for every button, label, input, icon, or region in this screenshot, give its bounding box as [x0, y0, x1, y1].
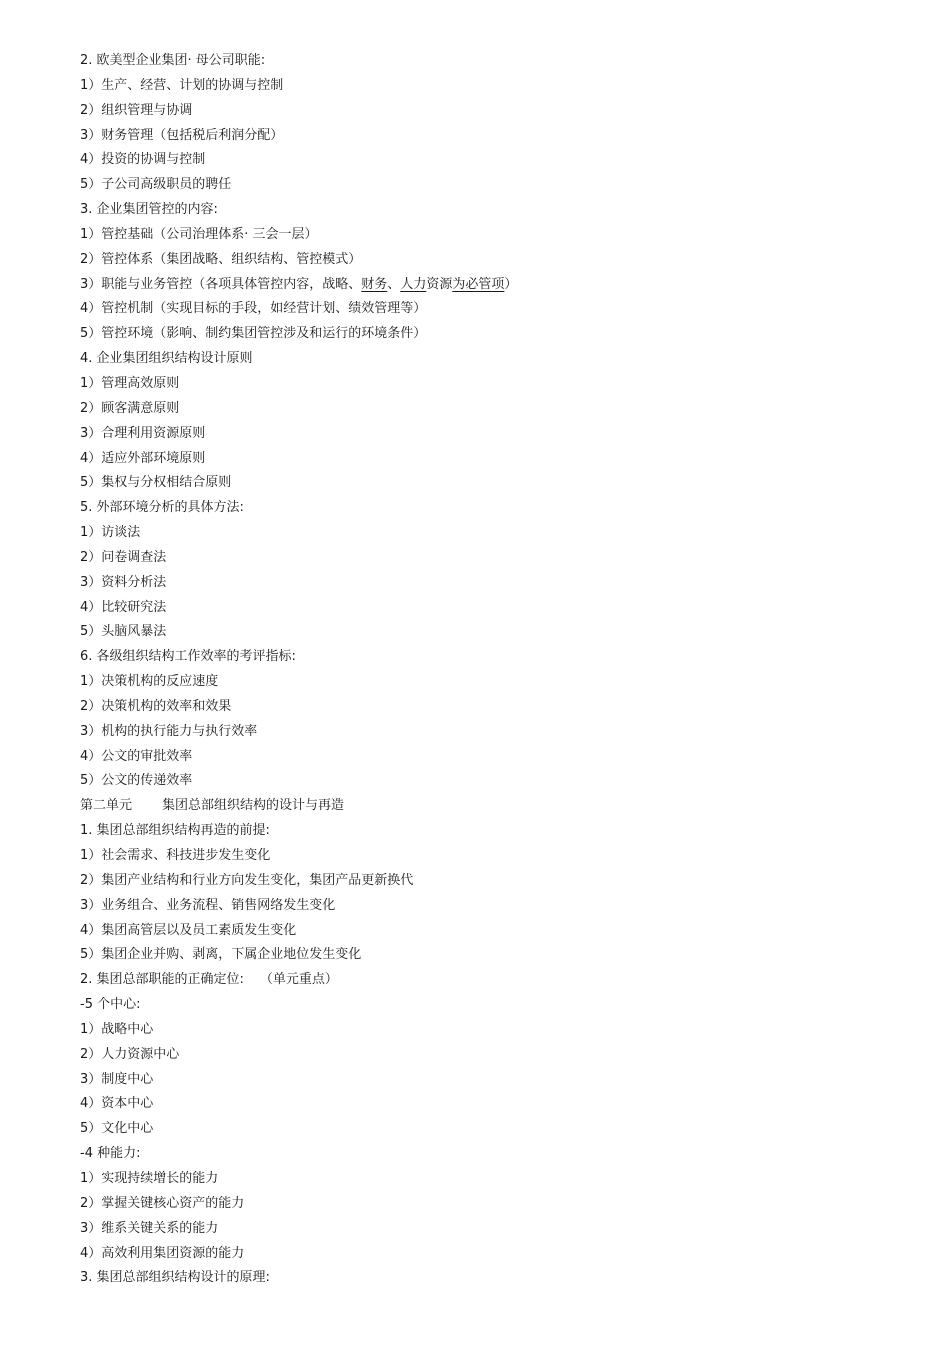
heading-text: 2. 集团总部职能的正确定位: — [80, 972, 244, 988]
underlined-text: 人力 — [400, 276, 427, 292]
section-heading: 3. 集团总部组织结构设计的原理: — [80, 1270, 270, 1286]
text-line: 4）管控机制（实现目标的手段，如经营计划、绩效管理等） — [80, 301, 427, 317]
sub-heading: -5 个中心: — [80, 997, 141, 1013]
sub-heading: -4 种能力: — [80, 1146, 141, 1162]
text-line: 2. 欧美型企业集团· 母公司职能: — [80, 53, 266, 68]
document-page — [80, 49, 900, 1291]
text-line: 5）集权与分权相结合原则 — [80, 475, 232, 491]
text-line: 1）决策机构的反应速度 — [80, 674, 219, 690]
text-line: 2）顾客满意原则 — [80, 400, 180, 416]
text-line: 3）维系关键关系的能力 — [80, 1220, 219, 1236]
section-heading: 6. 各级组织结构工作效率的考评指标: — [80, 649, 296, 665]
underlined-text: 为必管项 — [452, 276, 505, 292]
text-line: 3）机构的执行能力与执行效率 — [80, 723, 258, 739]
text-segment: 3）职能与业务管控（各项具体管控内容，战略、 — [80, 276, 362, 292]
emphasis-note: （单元重点） — [259, 972, 338, 988]
unit-title: 集团总部组织结构的设计与再造 — [162, 798, 345, 814]
section-heading: 1. 集团总部组织结构再造的前提: — [80, 823, 270, 839]
text-line: 5）头脑风暴法 — [80, 624, 167, 640]
text-line: 3）财务管理（包括税后利润分配） — [80, 127, 284, 143]
text-line: 1）管理高效原则 — [80, 375, 180, 391]
text-segment: 、 — [387, 276, 401, 292]
text-line: 3）业务组合、业务流程、销售网络发生变化 — [80, 897, 336, 913]
text-line: 4）高效利用集团资源的能力 — [80, 1245, 245, 1261]
section-heading — [80, 968, 900, 993]
text-line: 4）公文的审批效率 — [80, 748, 193, 764]
text-line: 4）集团高管层以及员工素质发生变化 — [80, 922, 297, 938]
text-line: 2）组织管理与协调 — [80, 102, 193, 118]
text-line: 2）管控体系（集团战略、组织结构、管控模式） — [80, 251, 362, 267]
text-line: 4）比较研究法 — [80, 599, 167, 615]
text-line: 4）适应外部环境原则 — [80, 450, 206, 466]
section-heading: 3. 企业集团管控的内容: — [80, 202, 218, 218]
text-line: 4）资本中心 — [80, 1096, 154, 1112]
text-segment: 资源 — [426, 276, 453, 292]
text-line: 3）资料分析法 — [80, 574, 167, 590]
text-line: 1）实现持续增长的能力 — [80, 1170, 219, 1186]
text-line: 5）公文的传递效率 — [80, 773, 193, 789]
section-heading: 5. 外部环境分析的具体方法: — [80, 500, 244, 516]
text-line: 5）子公司高级职员的聘任 — [80, 177, 232, 193]
text-line: 2）人力资源中心 — [80, 1046, 180, 1062]
underlined-text: 财务 — [361, 276, 388, 292]
text-line: 2）决策机构的效率和效果 — [80, 698, 232, 714]
text-line: 3）制度中心 — [80, 1071, 154, 1087]
unit-label: 第二单元 — [80, 798, 133, 814]
text-line: 5）管控环境（影响、制约集团管控涉及和运行的环境条件） — [80, 326, 427, 342]
text-segment: ） — [504, 276, 518, 292]
section-heading: 4. 企业集团组织结构设计原则 — [80, 351, 253, 367]
text-line: 2）问卷调查法 — [80, 549, 167, 565]
unit-heading — [80, 794, 900, 819]
text-line: 1）生产、经营、计划的协调与控制 — [80, 77, 284, 93]
text-line: 5）文化中心 — [80, 1121, 154, 1137]
text-line-underlined — [80, 273, 900, 298]
text-line: 5）集团企业并购、剥离，下属企业地位发生变化 — [80, 947, 362, 963]
text-line: 1）战略中心 — [80, 1021, 154, 1037]
text-line: 1）访谈法 — [80, 525, 141, 541]
text-line: 2）掌握关键核心资产的能力 — [80, 1195, 245, 1211]
text-line: 3）合理利用资源原则 — [80, 425, 206, 441]
text-line: 1）管控基础（公司治理体系· 三会一层） — [80, 226, 318, 242]
text-line: 2）集团产业结构和行业方向发生变化，集团产品更新换代 — [80, 872, 414, 888]
text-line: 4）投资的协调与控制 — [80, 152, 206, 168]
text-line: 1）社会需求、科技进步发生变化 — [80, 848, 271, 863]
